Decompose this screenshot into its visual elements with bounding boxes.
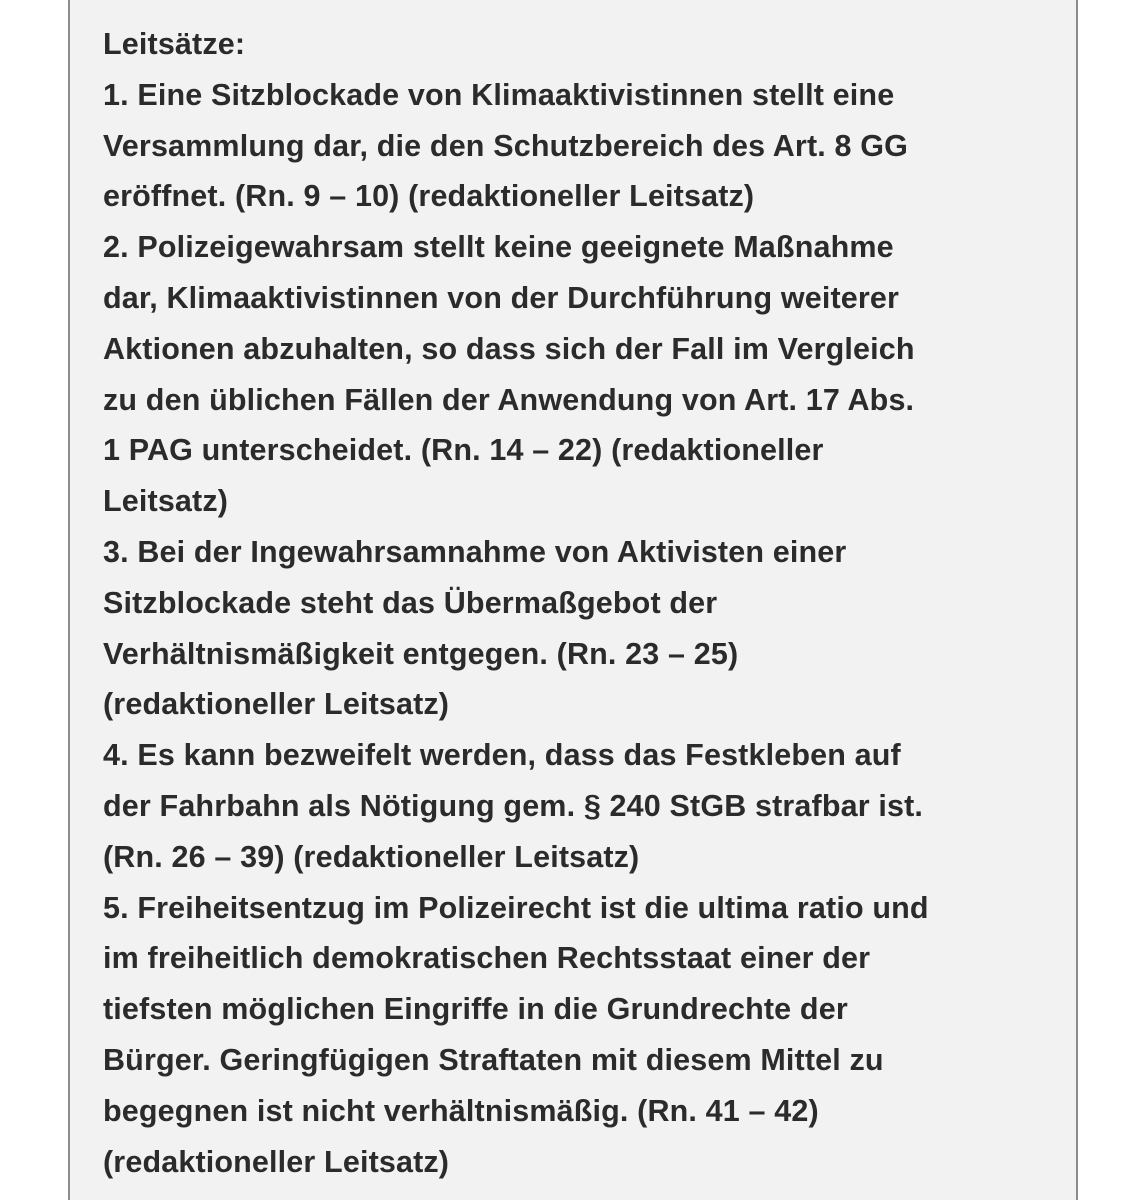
leitsatz-line: 2. Polizeigewahrsam stellt keine geeignete Maßnahme: [103, 230, 894, 265]
leitsatz-line: 3. Bei der Ingewahrsamnahme von Aktivisten einer: [103, 534, 847, 569]
leitsatz-line: (redaktioneller Leitsatz): [103, 687, 450, 722]
leitsatz-2: [103, 222, 1063, 527]
leitsatz-line: tiefsten möglichen Eingriffe in die Grundrechte der: [103, 992, 848, 1027]
leitsatz-1: [103, 70, 1063, 222]
leitsatz-line: Sitzblockade steht das Übermaßgebot der: [103, 585, 718, 620]
leitsatz-line: Versammlung dar, die den Schutzbereich des Art. 8 GG: [103, 128, 908, 163]
leitsaetze-text: [103, 19, 1063, 1187]
leitsatz-line: Verhältnismäßigkeit entgegen. (Rn. 23 – 25): [103, 636, 739, 671]
leitsatz-line: Leitsatz): [103, 484, 229, 519]
leitsaetze-panel: [68, 0, 1078, 1200]
leitsatz-line: dar, Klimaaktivistinnen von der Durchführung weiterer: [103, 280, 900, 315]
heading: Leitsätze:: [103, 27, 246, 61]
leitsatz-line: der Fahrbahn als Nötigung gem. § 240 StGB strafbar ist.: [103, 788, 924, 823]
leitsatz-line: im freiheitlich demokratischen Rechtsstaat einer der: [103, 941, 871, 976]
leitsatz-line: Aktionen abzuhalten, so dass sich der Fall im Vergleich: [103, 331, 915, 366]
leitsatz-line: Bürger. Geringfügigen Straftaten mit diesem Mittel zu: [103, 1042, 884, 1077]
leitsatz-5: [103, 883, 1063, 1188]
leitsatz-line: 1. Eine Sitzblockade von Klimaaktivistinnen stellt eine: [103, 77, 895, 112]
leitsatz-line: eröffnet. (Rn. 9 – 10) (redaktioneller Leitsatz): [103, 179, 755, 214]
leitsatz-3: [103, 527, 1063, 730]
leitsatz-line: 4. Es kann bezweifelt werden, dass das Festkleben auf: [103, 738, 901, 773]
leitsatz-line: 1 PAG unterscheidet. (Rn. 14 – 22) (redaktioneller: [103, 433, 824, 468]
leitsatz-line: (redaktioneller Leitsatz): [103, 1144, 450, 1179]
leitsatz-line: zu den üblichen Fällen der Anwendung von Art. 17 Abs.: [103, 382, 915, 417]
leitsatz-line: begegnen ist nicht verhältnismäßig. (Rn. 41 – 42): [103, 1093, 819, 1128]
leitsatz-4: [103, 730, 1063, 882]
leitsatz-line: (Rn. 26 – 39) (redaktioneller Leitsatz): [103, 839, 640, 874]
leitsatz-line: 5. Freiheitsentzug im Polizeirecht ist die ultima ratio und: [103, 890, 929, 925]
